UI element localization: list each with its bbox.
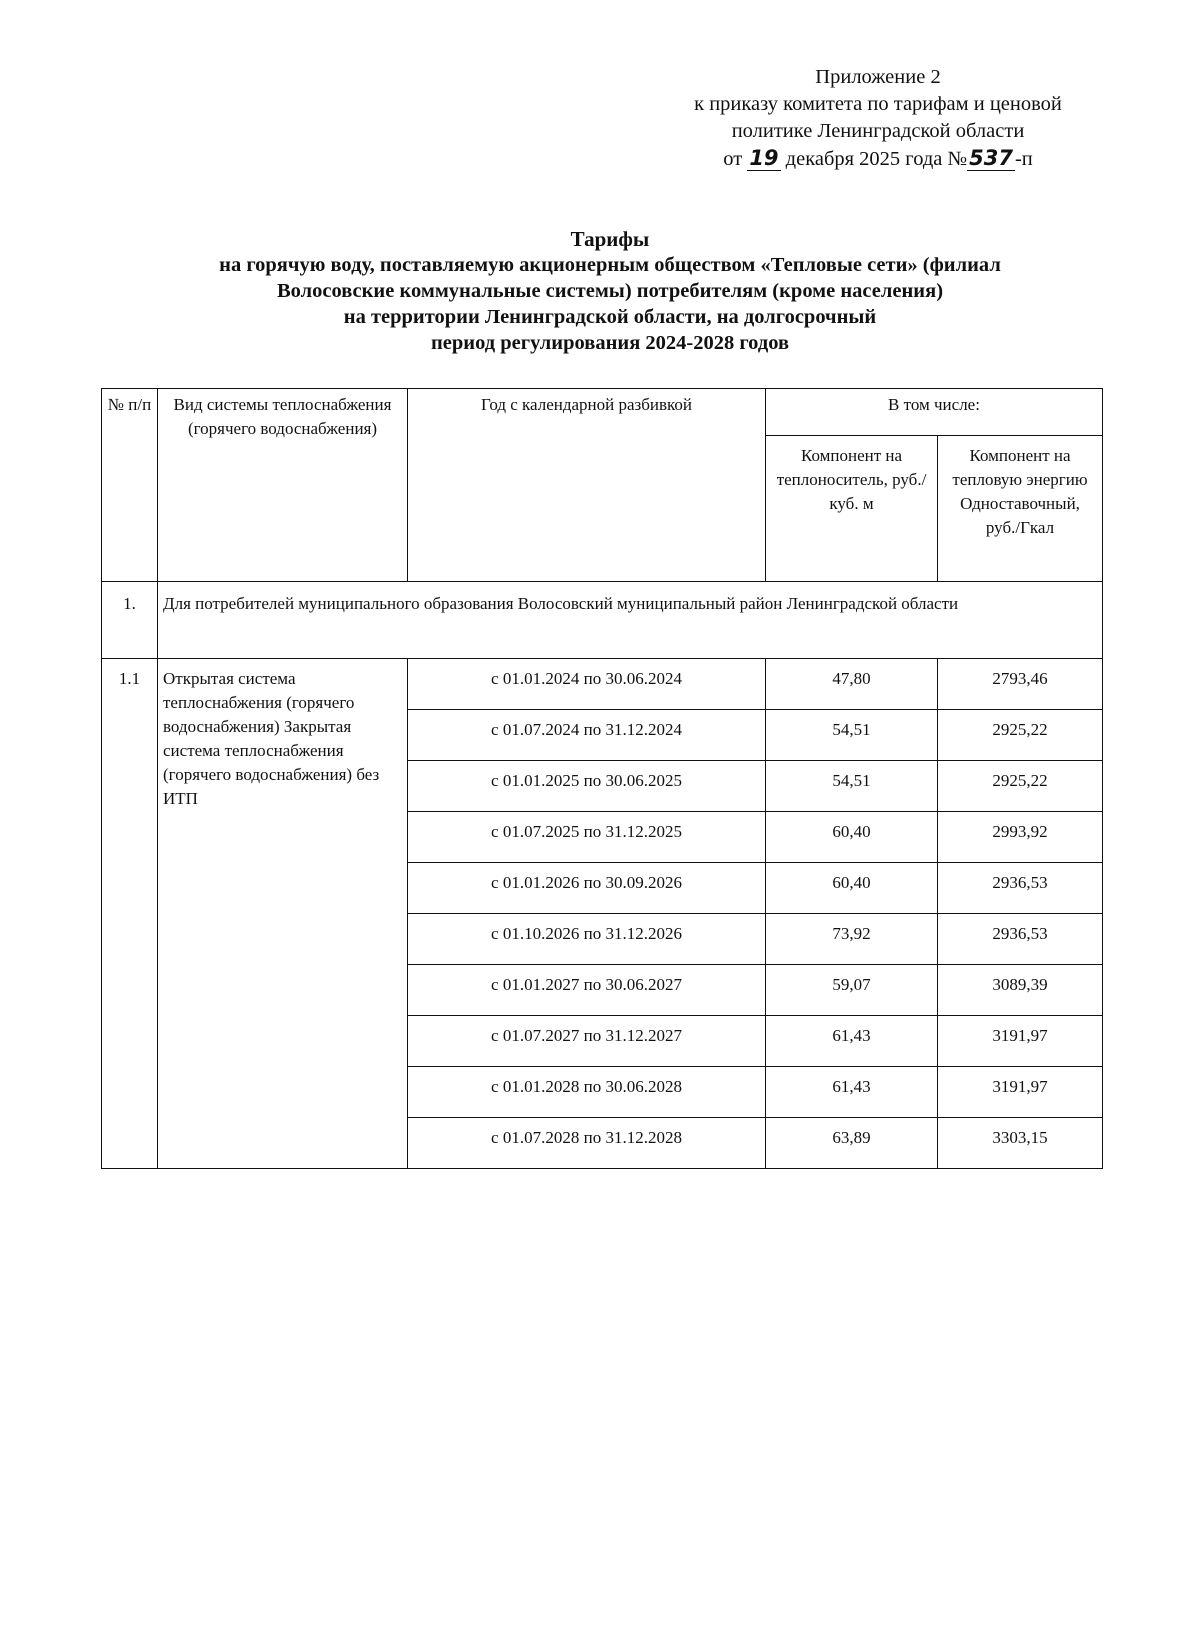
- title-line-5: период регулирования 2024-2028 годов: [430, 332, 790, 354]
- order-number-suffix: -п: [1014, 148, 1033, 170]
- energy-cell: 2925,22: [938, 761, 1103, 812]
- header-including: В том числе:: [766, 389, 1103, 436]
- handwritten-day: 19: [749, 146, 779, 170]
- group-num: 1.1: [102, 659, 158, 1169]
- period-cell: с 01.07.2027 по 31.12.2027: [408, 1016, 766, 1067]
- appendix-committee-line: политике Ленинградской области: [731, 120, 1025, 142]
- carrier-cell: 59,07: [766, 965, 938, 1016]
- period-cell: с 01.07.2025 по 31.12.2025: [408, 812, 766, 863]
- title-line-2: на горячую воду, поставляемую акционерным обществом «Тепловые сети» (филиал: [219, 254, 1001, 276]
- carrier-cell: 60,40: [766, 812, 938, 863]
- title-line-3: Волосовские коммунальные системы) потребителям (кроме населения): [276, 280, 944, 302]
- energy-cell: 3191,97: [938, 1016, 1103, 1067]
- energy-cell: 2936,53: [938, 863, 1103, 914]
- period-cell: с 01.01.2025 по 30.06.2025: [408, 761, 766, 812]
- appendix-title: Приложение 2: [815, 66, 941, 88]
- header-system: Вид системы теплоснабжения (горячего водоснабжения): [158, 389, 408, 582]
- tariff-table: [101, 388, 1103, 1169]
- section-row: [102, 582, 1103, 659]
- carrier-cell: 63,89: [766, 1118, 938, 1169]
- energy-cell: 3191,97: [938, 1067, 1103, 1118]
- date-prefix: от: [723, 148, 743, 170]
- carrier-cell: 54,51: [766, 761, 938, 812]
- period-cell: с 01.07.2024 по 31.12.2024: [408, 710, 766, 761]
- handwritten-order-number: 537: [969, 146, 1013, 170]
- carrier-cell: 73,92: [766, 914, 938, 965]
- period-cell: с 01.01.2028 по 30.06.2028: [408, 1067, 766, 1118]
- period-cell: с 01.01.2026 по 30.09.2026: [408, 863, 766, 914]
- period-cell: с 01.01.2024 по 30.06.2024: [408, 659, 766, 710]
- period-cell: с 01.10.2026 по 31.12.2026: [408, 914, 766, 965]
- appendix-date-line: [638, 145, 1118, 173]
- energy-cell: 2993,92: [938, 812, 1103, 863]
- appendix-header: [638, 64, 1118, 173]
- carrier-cell: 60,40: [766, 863, 938, 914]
- carrier-cell: 61,43: [766, 1016, 938, 1067]
- header-carrier: Компонент на теплоноситель, руб./куб. м: [766, 436, 938, 582]
- period-cell: с 01.01.2027 по 30.06.2027: [408, 965, 766, 1016]
- appendix-order-line: к приказу комитета по тарифам и ценовой: [694, 93, 1062, 115]
- section-num: 1.: [102, 582, 158, 659]
- section-text: Для потребителей муниципального образования Волосовский муниципальный район Ленинградской области: [158, 582, 1103, 659]
- title-line-4: на территории Ленинградской области, на долгосрочный: [343, 306, 877, 328]
- header-year: Год с календарной разбивкой: [408, 389, 766, 582]
- energy-cell: 2925,22: [938, 710, 1103, 761]
- table-row: [102, 659, 1103, 710]
- carrier-cell: 54,51: [766, 710, 938, 761]
- energy-cell: 2793,46: [938, 659, 1103, 710]
- energy-cell: 2936,53: [938, 914, 1103, 965]
- date-middle: декабря 2025 года №: [785, 148, 968, 170]
- group-system: Открытая система теплоснабжения (горячего водоснабжения) Закрытая система теплоснабжения (горячего водоснабжения) без ИТП: [158, 659, 408, 1169]
- title-main: Тарифы: [570, 227, 650, 251]
- header-num: № п/п: [102, 389, 158, 582]
- header-energy: Компонент на тепловую энергию Одноставочный, руб./Гкал: [938, 436, 1103, 582]
- carrier-cell: 47,80: [766, 659, 938, 710]
- carrier-cell: 61,43: [766, 1067, 938, 1118]
- energy-cell: 3089,39: [938, 965, 1103, 1016]
- energy-cell: 3303,15: [938, 1118, 1103, 1169]
- period-cell: с 01.07.2028 по 31.12.2028: [408, 1118, 766, 1169]
- document-title: [100, 226, 1120, 356]
